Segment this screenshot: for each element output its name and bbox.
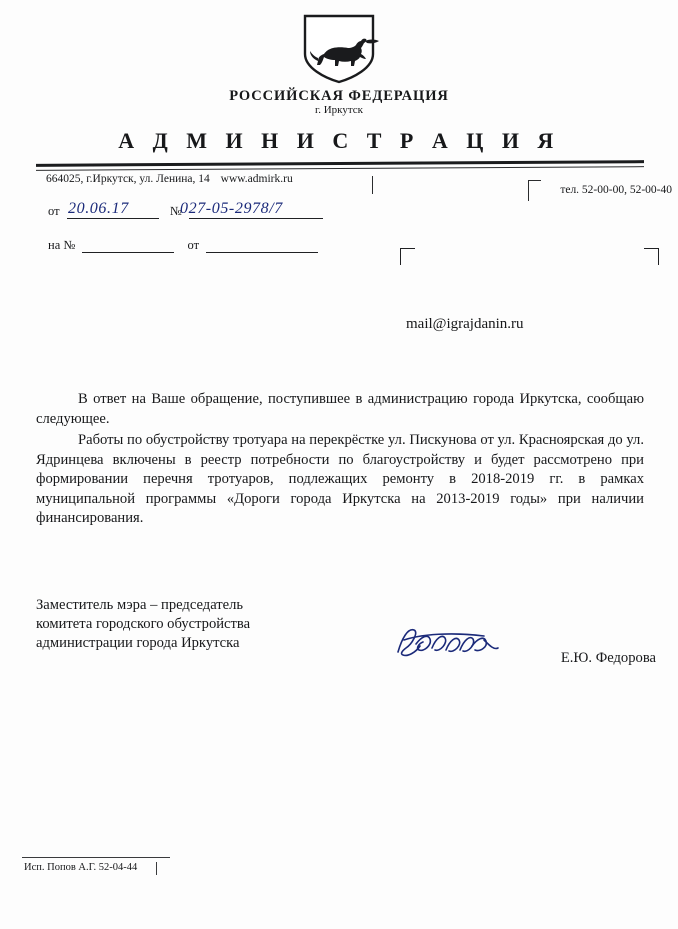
addressee-email: mail@igrajdanin.ru: [406, 316, 524, 332]
city-subtitle: г. Иркутск: [314, 104, 364, 116]
outgoing-number-value: 027-05-2978/7: [180, 200, 283, 217]
footer-rule: [22, 857, 170, 858]
postal-address: 664025, г.Иркутск, ул. Ленина, 14: [46, 173, 210, 185]
signatory-position-line-2: комитета городского обустройства: [36, 616, 251, 632]
body-paragraph-1: В ответ на Ваше обращение, поступившее в администрацию города Иркутска, сообщаю следующее.: [36, 391, 644, 427]
address-divider: [372, 176, 373, 194]
signatory-position: [36, 596, 250, 653]
website-url: www.admirk.ru: [220, 173, 293, 185]
signatory-position-line-1: Заместитель мэра – председатель: [36, 597, 244, 613]
outgoing-date-label: от: [48, 204, 60, 218]
incoming-number-field: [82, 238, 174, 253]
outgoing-date-value: 20.06.17: [68, 200, 129, 217]
executor-note: Исп. Попов А.Г. 52-04-44: [24, 862, 138, 873]
phone-numbers: тел. 52-00-00, 52-00-40: [560, 184, 672, 196]
outgoing-number-label: №: [169, 204, 182, 218]
body-paragraph-2: Работы по обустройству тротуара на перекрёстке ул. Пискунова от ул. Красноярская до ул. Ядринцева включены в реестр потребности по благоустройству и будет рассмотрено при формировании перечня тротуаров, подлежащих ремонту в 2018-2019 гг. в рамках муниципальной программы «Дороги города Иркутска на 2013-2019 годы» при наличии финансирования.: [36, 432, 644, 526]
federation-title: РОССИЙСКАЯ ФЕДЕРАЦИЯ: [229, 88, 449, 104]
signatory-position-line-3: администрации города Иркутска: [36, 635, 240, 651]
coat-of-arms-icon: [0, 14, 678, 89]
handwritten-signature: [392, 622, 502, 664]
header-rule-thin: [36, 166, 644, 171]
addressee-bracket-left: [400, 248, 415, 265]
footer-tick: [156, 862, 157, 875]
address-line: [46, 173, 293, 185]
incoming-number-label: на №: [48, 238, 76, 252]
organization-title: А Д М И Н И С Т Р А Ц И Я: [118, 128, 560, 153]
incoming-date-label: от: [187, 238, 200, 252]
incoming-date-field: [206, 238, 318, 253]
signatory-name: Е.Ю. Федорова: [560, 650, 656, 666]
addressee-bracket-right: [644, 248, 659, 265]
reference-row-incoming: [48, 238, 318, 253]
phone-bracket: [528, 180, 541, 201]
letter-body: [36, 390, 644, 529]
